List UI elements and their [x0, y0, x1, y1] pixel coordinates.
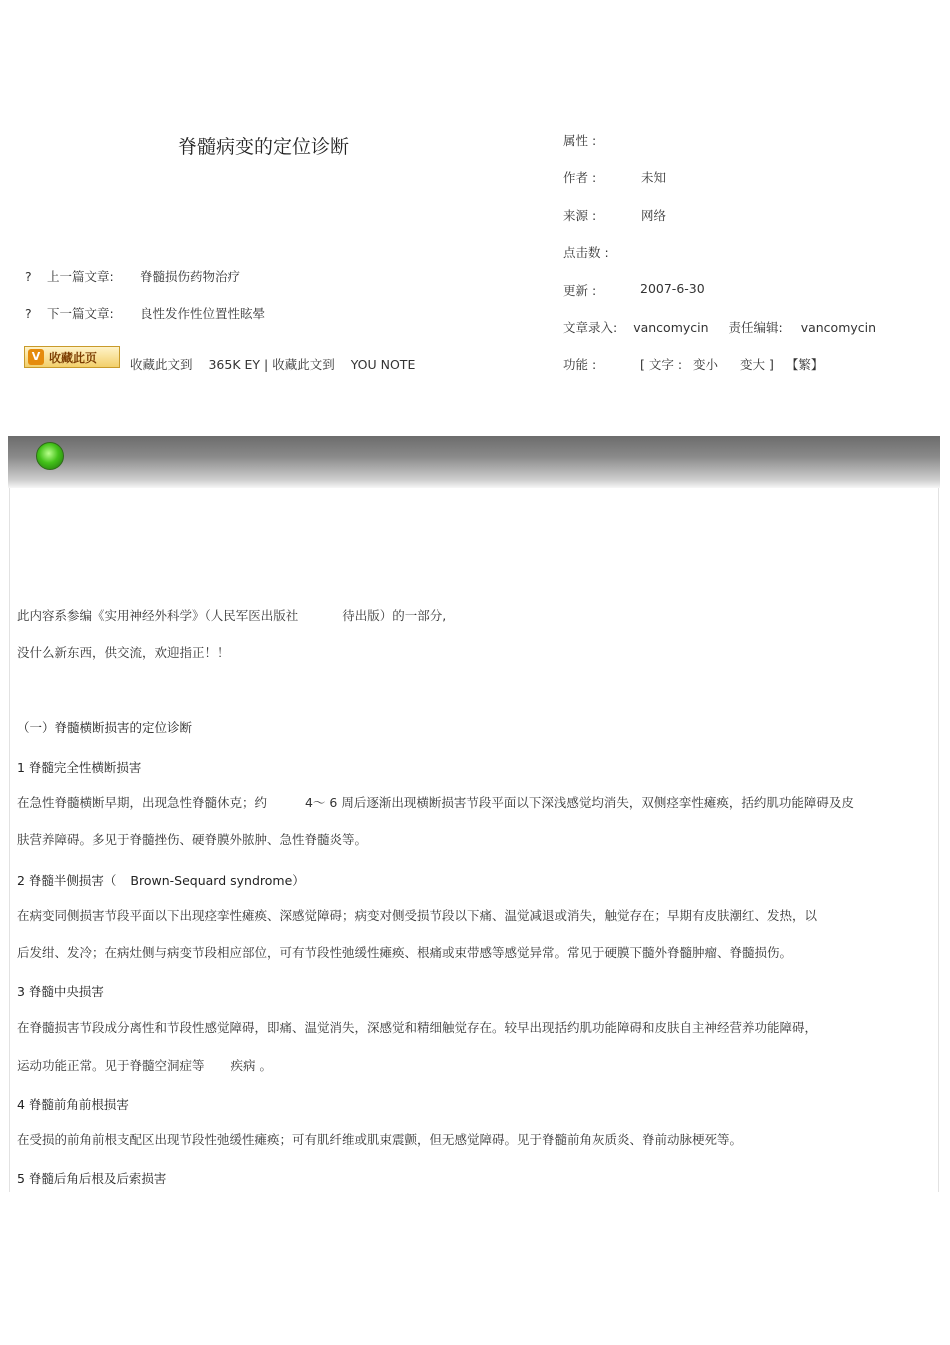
text-smaller-link[interactable]: 变小	[693, 357, 719, 372]
meta-updated-label: 更新 :	[563, 283, 597, 298]
bookmark-page-button[interactable]	[24, 346, 120, 368]
meta-attr-label: 属性 :	[563, 133, 597, 148]
text-larger-link[interactable]: 变大 ]	[740, 357, 774, 372]
subheading-4: 4 脊髓前角前根损害	[17, 1097, 129, 1112]
meta-source-value: 网络	[641, 208, 667, 223]
meta-editor-label: 责任编辑:	[728, 320, 783, 335]
h2-text-a: 2 脊髓半侧损害（	[17, 873, 117, 888]
meta-updated	[563, 281, 763, 299]
prev-bullet: ?	[25, 269, 32, 284]
p1-text-a: 在急性脊髓横断早期，出现急性脊髓休克；约	[17, 795, 268, 810]
intro-text-a: 此内容系参编《实用神经外科学》（人民军医出版社	[17, 608, 299, 623]
section-heading: （一）脊髓横断损害的定位诊断	[17, 720, 193, 735]
p3-text-b: 疾病 。	[230, 1058, 272, 1073]
meta-function	[563, 355, 863, 373]
traditional-chinese-link[interactable]: 【繁】	[785, 357, 824, 372]
content-frame-right	[938, 488, 939, 1192]
meta-entry	[563, 318, 876, 336]
subheading-1: 1 脊髓完全性横断损害	[17, 760, 142, 775]
meta-entry-label: 文章录入:	[563, 320, 618, 335]
h2-text-b: Brown-Sequard syndrome）	[130, 873, 305, 888]
meta-function-label: 功能 :	[563, 357, 597, 372]
intro-line-1	[17, 606, 446, 624]
prev-article-link[interactable]	[25, 267, 240, 285]
bookmark-text-b: 收藏此文到	[272, 357, 335, 372]
paragraph-1-line-2: 肤营养障碍。多见于脊髓挫伤、硬脊膜外脓肿、急性脊髓炎等。	[17, 832, 368, 847]
paragraph-4: 在受损的前角前根支配区出现节段性弛缓性瘫痪；可有肌纤维或肌束震颤，但无感觉障碍。见于脊髓前角灰质炎、脊前动脉梗死等。	[17, 1132, 743, 1147]
subheading-5: 5 脊髓后角后根及后索损害	[17, 1171, 167, 1186]
subheading-3: 3 脊髓中央损害	[17, 984, 104, 999]
prev-article-label: 上一篇文章:	[47, 269, 114, 284]
bookmark-younote-link[interactable]: YOU NOTE	[350, 357, 416, 372]
next-article-label: 下一篇文章:	[47, 306, 114, 321]
section-banner	[8, 436, 940, 488]
bookmark-button-label: 收藏此页	[49, 351, 98, 365]
next-article-title[interactable]: 良性发作性位置性眩晕	[140, 306, 266, 321]
bookmark-365key-link[interactable]: 365K EY |	[208, 357, 269, 372]
paragraph-2-line-2: 后发绀、发冷；在病灶侧与病变节段相应部位，可有节段性弛缓性瘫痪、根痛或束带感等感觉异常。常见于硬膜下髓外脊髓肿瘤、脊髓损伤。	[17, 945, 793, 960]
next-bullet: ?	[25, 306, 32, 321]
bookmark-links	[130, 355, 415, 373]
text-size-controls	[640, 355, 823, 373]
paragraph-3-line-2	[17, 1056, 272, 1074]
paragraph-3-line-1: 在脊髓损害节段成分离性和节段性感觉障碍，即痛、温觉消失，深感觉和精细触觉存在。较早出现括约肌功能障碍和皮肤自主神经营养功能障碍，	[17, 1020, 818, 1035]
bookmark-v-icon: V	[28, 349, 44, 365]
p1-text-b: 4～ 6 周后逐渐出现横断损害节段平面以下深浅感觉均消失，双侧痉挛性瘫痪，括约肌功能障碍及皮	[304, 795, 854, 810]
meta-source-label: 来源 :	[563, 208, 597, 223]
meta-clicks-label: 点击数 :	[563, 245, 609, 260]
p3-text-a: 运动功能正常。见于脊髓空洞症等	[17, 1058, 205, 1073]
next-article-link[interactable]	[25, 304, 265, 322]
meta-updated-value: 2007-6-30	[640, 281, 705, 296]
paragraph-1-line-1	[17, 793, 854, 811]
content-frame-left	[9, 488, 10, 1192]
prev-article-title[interactable]: 脊髓损伤药物治疗	[140, 269, 241, 284]
meta-clicks	[563, 243, 609, 261]
article-title: 脊髓病变的定位诊断	[178, 136, 350, 158]
text-size-open: [ 文字 :	[640, 357, 683, 372]
intro-text-b: 待出版）的一部分,	[342, 608, 447, 623]
meta-editor-value: vancomycin	[800, 320, 877, 335]
green-orb-icon	[36, 442, 64, 470]
paragraph-2-line-1: 在病变同侧损害节段平面以下出现痉挛性瘫痪、深感觉障碍；病变对侧受损节段以下痛、温觉减退或消失，触觉存在；早期有皮肤潮红、发热，以	[17, 908, 818, 923]
meta-author-value: 未知	[641, 170, 667, 185]
meta-source	[563, 206, 763, 224]
meta-author-label: 作者 :	[563, 170, 597, 185]
meta-attr	[563, 131, 596, 149]
meta-entry-value: vancomycin	[633, 320, 709, 335]
intro-line-2: 没什么新东西，供交流，欢迎指正！！	[17, 645, 230, 660]
bookmark-text-a: 收藏此文到	[130, 357, 193, 372]
subheading-2	[17, 871, 305, 889]
meta-author	[563, 168, 763, 186]
